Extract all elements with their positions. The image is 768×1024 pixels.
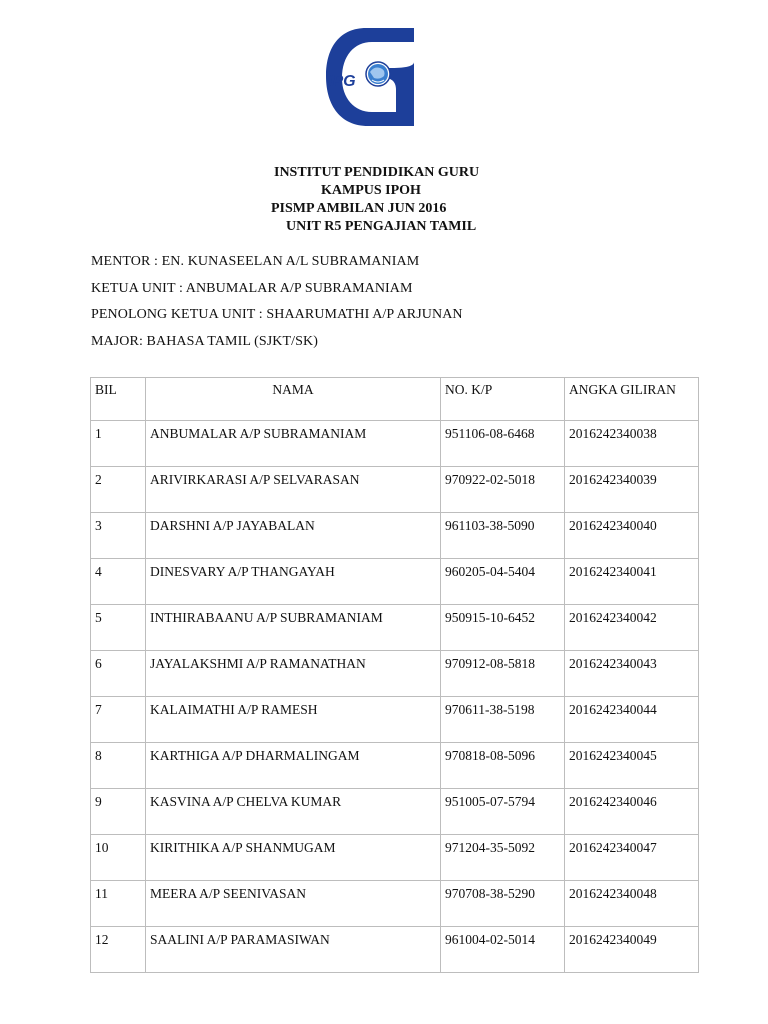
cell-kp: 951005-07-5794 — [441, 789, 565, 835]
cell-kp: 960205-04-5404 — [441, 559, 565, 605]
table-row — [91, 513, 699, 559]
cell-nama: DARSHNI A/P JAYABALAN — [146, 513, 441, 559]
major-line: MAJOR: BAHASA TAMIL (SJKT/SK) — [91, 333, 318, 349]
table-row — [91, 421, 699, 467]
cell-nama: JAYALAKSHMI A/P RAMANATHAN — [146, 651, 441, 697]
cell-nama: MEERA A/P SEENIVASAN — [146, 881, 441, 927]
cell-kp: 961004-02-5014 — [441, 927, 565, 973]
cell-nama: DINESVARY A/P THANGAYAH — [146, 559, 441, 605]
cell-nama: INTHIRABAANU A/P SUBRAMANIAM — [146, 605, 441, 651]
cell-nama: ARIVIRKARASI A/P SELVARASAN — [146, 467, 441, 513]
cell-nama: KASVINA A/P CHELVA KUMAR — [146, 789, 441, 835]
ketua-unit-line: KETUA UNIT : ANBUMALAR A/P SUBRAMANIAM — [91, 280, 413, 296]
header-angka-giliran: ANGKA GILIRAN — [565, 378, 699, 421]
cell-angka: 2016242340047 — [565, 835, 699, 881]
title-program: PISMP AMBILAN JUN 2016 — [271, 201, 447, 216]
cell-bil: 9 — [91, 789, 146, 835]
cell-kp: 970912-08-5818 — [441, 651, 565, 697]
ipg-logo — [326, 28, 416, 126]
cell-nama: KARTHIGA A/P DHARMALINGAM — [146, 743, 441, 789]
cell-angka: 2016242340045 — [565, 743, 699, 789]
table-row — [91, 927, 699, 973]
cell-kp: 970818-08-5096 — [441, 743, 565, 789]
cell-angka: 2016242340043 — [565, 651, 699, 697]
penolong-ketua-line: PENOLONG KETUA UNIT : SHAARUMATHI A/P ARJUNAN — [91, 307, 463, 322]
table-row — [91, 651, 699, 697]
mentor-line: MENTOR : EN. KUNASEELAN A/L SUBRAMANIAM — [91, 254, 420, 269]
info-block — [91, 252, 463, 358]
header-kp: NO. K/P — [441, 378, 565, 421]
cell-bil: 4 — [91, 559, 146, 605]
cell-angka: 2016242340049 — [565, 927, 699, 973]
student-table — [90, 377, 699, 973]
cell-kp: 970708-38-5290 — [441, 881, 565, 927]
table-row — [91, 743, 699, 789]
cell-bil: 10 — [91, 835, 146, 881]
title-unit: UNIT R5 PENGAJIAN TAMIL — [286, 219, 477, 234]
cell-kp: 970611-38-5198 — [441, 697, 565, 743]
cell-bil: 11 — [91, 881, 146, 927]
table-row — [91, 697, 699, 743]
cell-bil: 12 — [91, 927, 146, 973]
cell-bil: 2 — [91, 467, 146, 513]
cell-kp: 951106-08-6468 — [441, 421, 565, 467]
cell-kp: 971204-35-5092 — [441, 835, 565, 881]
header-bil: BIL — [91, 378, 146, 421]
cell-angka: 2016242340039 — [565, 467, 699, 513]
table-header-row — [91, 378, 699, 421]
cell-bil: 1 — [91, 421, 146, 467]
cell-angka: 2016242340046 — [565, 789, 699, 835]
header-nama: NAMA — [146, 378, 441, 421]
cell-bil: 5 — [91, 605, 146, 651]
cell-bil: 6 — [91, 651, 146, 697]
cell-angka: 2016242340040 — [565, 513, 699, 559]
title-institute: INSTITUT PENDIDIKAN GURU — [274, 165, 480, 180]
cell-bil: 7 — [91, 697, 146, 743]
cell-angka: 2016242340044 — [565, 697, 699, 743]
cell-nama: KALAIMATHI A/P RAMESH — [146, 697, 441, 743]
svg-text:iPG: iPG — [328, 73, 356, 90]
title-campus: KAMPUS IPOH — [321, 183, 421, 198]
table-row — [91, 605, 699, 651]
cell-bil: 3 — [91, 513, 146, 559]
table-row — [91, 467, 699, 513]
cell-kp: 961103-38-5090 — [441, 513, 565, 559]
cell-angka: 2016242340041 — [565, 559, 699, 605]
cell-angka: 2016242340038 — [565, 421, 699, 467]
cell-nama: SAALINI A/P PARAMASIWAN — [146, 927, 441, 973]
cell-angka: 2016242340048 — [565, 881, 699, 927]
table-row — [91, 789, 699, 835]
cell-nama: ANBUMALAR A/P SUBRAMANIAM — [146, 421, 441, 467]
table-row — [91, 835, 699, 881]
cell-nama: KIRITHIKA A/P SHANMUGAM — [146, 835, 441, 881]
cell-bil: 8 — [91, 743, 146, 789]
cell-kp: 970922-02-5018 — [441, 467, 565, 513]
cell-kp: 950915-10-6452 — [441, 605, 565, 651]
cell-angka: 2016242340042 — [565, 605, 699, 651]
table-row — [91, 881, 699, 927]
table-row — [91, 559, 699, 605]
